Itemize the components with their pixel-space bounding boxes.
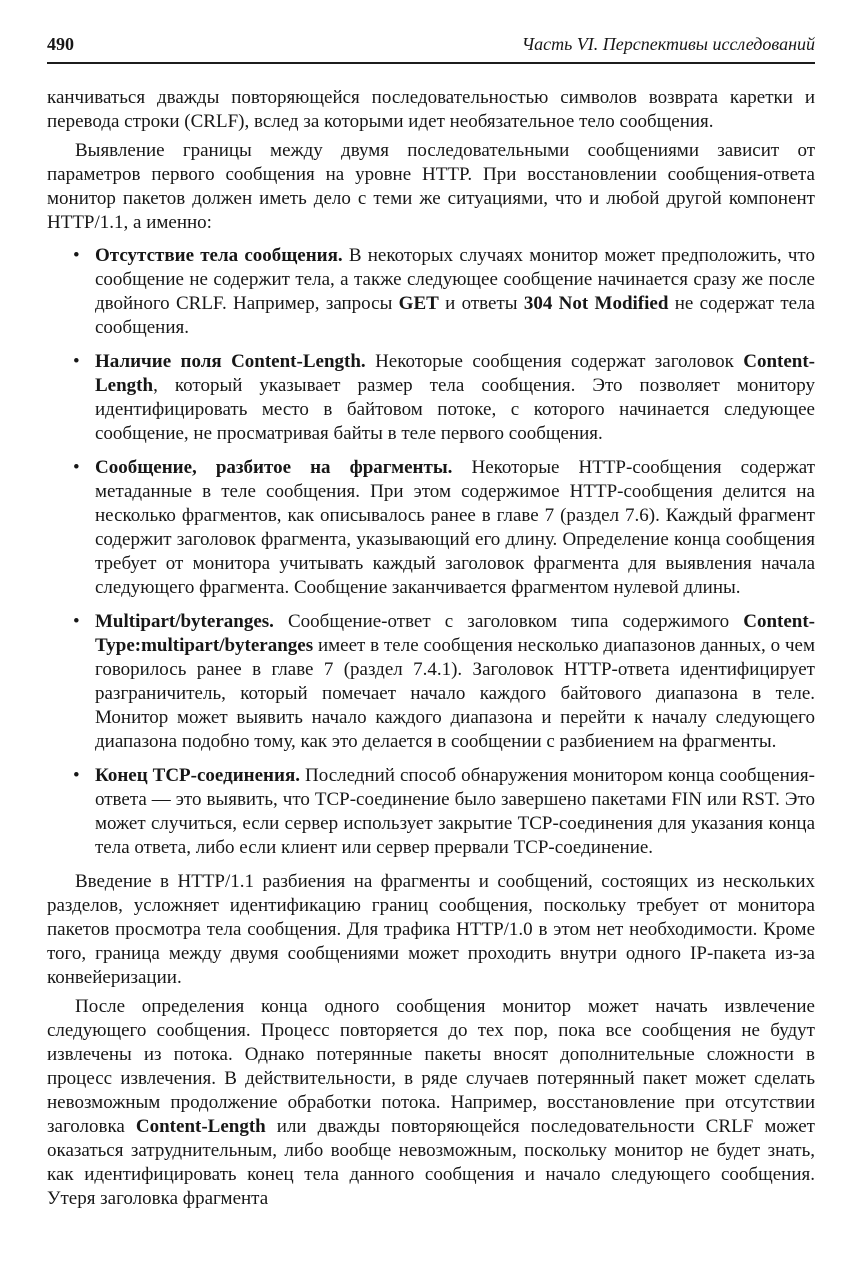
list-item-text: Конец TCP-соединения. Последний способ обнаружения монитором конца сообщения-ответа — это выявить, что TCP-соединение было завершено пакетами FIN или RST. Это может случиться, если сервер использует закрытие TCP-соединения для указания конца тела ответа, либо если клиент или сервер прервали TCP-соединение.: [95, 765, 816, 858]
list-item-text: Сообщение, разбитое на фрагменты. Некоторые HTTP-сообщения содержат метаданные в теле сообщения. При этом содержимое HTTP-сообщения делится на несколько фрагментов, как описывалось ранее в главе 7 (раздел 7.6). Каждый фрагмент содержит заголовок фрагмента, указывающий его длину. Определение конца сообщения требует от монитора учитывать каждый заголовок фрагмента для выявления начала следующего фрагмента. Сообщение заканчивается фрагментом нулевой длины.: [95, 457, 815, 598]
list-item-text: Отсутствие тела сообщения. В некоторых случаях монитор может предположить, что сообщение не содержит тела, а также следующее сообщение начинается сразу же после двойного CRLF. Например, запросы GET и ответы 304 Not Modified не содержат тела сообщения.: [95, 245, 815, 338]
list-item: [73, 456, 815, 600]
paragraph: После определения конца одного сообщения монитор может начать извлечение следующего сообщения. Процесс повторяется до тех пор, пока все сообщения не будут извлечены из потока. Однако потерянные пакеты вносят дополнительные сложности в процесс извлечения. В действительности, в ряде случаев потерянный пакет может сделать невозможным продолжение обработки потока. Например, восстановление при отсутствии заголовка Content-Length или дважды повторяющейся последовательности CRLF может оказаться затруднительным, либо вообще невозможным, поскольку монитор не будет знать, как идентифицировать конец тела данного сообщения и начало следующего сообщения. Утеря заголовка фрагмента: [47, 996, 815, 1209]
paragraph-continuation: канчиваться дважды повторяющейся последовательностью символов возврата каретки и перевода строки (CRLF), вслед за которыми идет необязательное тело сообщения.: [47, 87, 815, 132]
list-item: [73, 764, 815, 860]
list-item: [73, 350, 815, 446]
bullet-icon: •: [73, 457, 80, 478]
page-number: 490: [47, 34, 74, 54]
bullet-list: [47, 244, 815, 860]
list-item: [73, 610, 815, 754]
list-item-text: Наличие поля Content-Length. Некоторые сообщения содержат заголовок Content-Length, который указывает размер тела сообщения. Это позволяет монитору идентифицировать место в байтовом потоке, с которого начинается следующее сообщение, не просматривая байты в теле первого сообщения.: [95, 351, 815, 444]
bullet-icon: •: [73, 351, 80, 372]
list-item-text: Multipart/byteranges. Сообщение-ответ с заголовком типа содержимого Content-Type:multipart/byteranges имеет в теле сообщения несколько диапазонов данных, о чем говорилось ранее в главе 7 (раздел 7.4.1). Заголовок HTTP-ответа идентифицирует разграничитель, который помечает начало каждого байтового диапазона в теле. Монитор может выявить начало каждого диапазона и перейти к началу следующего диапазона подобно тому, как это делается в сообщении с разбиением на фрагменты.: [95, 611, 815, 752]
bullet-icon: •: [73, 611, 80, 632]
running-head: Часть VI. Перспективы исследований: [521, 34, 815, 54]
page-header: [47, 34, 815, 64]
list-item: [73, 244, 815, 340]
paragraph: Выявление границы между двумя последовательными сообщениями зависит от параметров первого сообщения на уровне HTTP. При восстановлении сообщения-ответа монитор пакетов должен иметь дело с теми же ситуациями, что и любой другой компонент HTTP/1.1, а именно:: [47, 140, 815, 233]
paragraph: Введение в HTTP/1.1 разбиения на фрагменты и сообщений, состоящих из нескольких разделов, усложняет идентификацию границ сообщения, поскольку требует от монитора пакетов просмотра тела сообщения. Для трафика HTTP/1.0 в этом нет необходимости. Кроме того, граница между двумя сообщениями может проходить внутри одного IP-пакета из-за конвейеризации.: [47, 871, 815, 988]
page-body: [47, 86, 815, 1211]
bullet-icon: •: [73, 245, 80, 266]
bullet-icon: •: [73, 765, 80, 786]
